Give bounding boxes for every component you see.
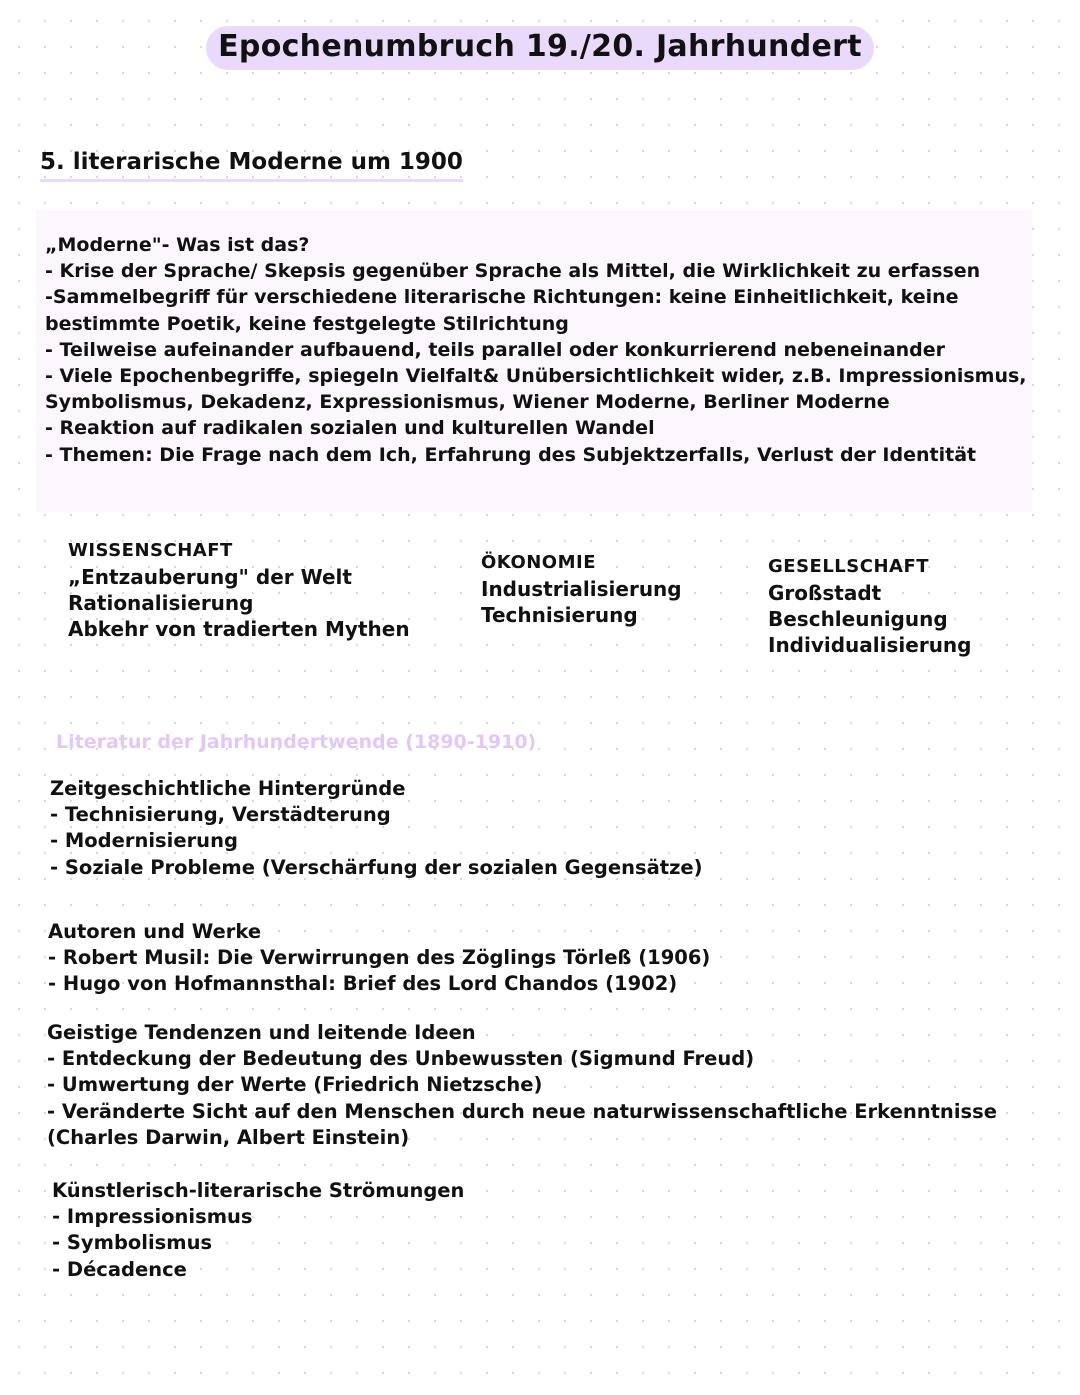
column-heading: WISSENSCHAFT [68, 540, 233, 561]
definition-line: -Sammelbegriff für verschiedene literarische Richtungen: keine Einheitlichkeit, keine [45, 286, 959, 309]
definition-line: bestimmte Poetik, keine festgelegte Stilrichtung [45, 312, 569, 335]
list-item: - Umwertung der Werte (Friedrich Nietzsche) [47, 1073, 543, 1097]
definition-line: - Teilweise aufeinander aufbauend, teils parallel oder konkurrierend nebeneinander [45, 338, 946, 361]
column-item: Beschleunigung [768, 607, 948, 631]
list-item: - Modernisierung [50, 829, 238, 853]
list-item: - Impressionismus [52, 1205, 253, 1229]
column-item: Industrialisierung [481, 577, 682, 601]
column-gesellschaft [768, 554, 972, 658]
title-container [0, 26, 1080, 70]
list-item: - Soziale Probleme (Verschärfung der sozialen Gegensätze) [50, 855, 703, 879]
page-title: Epochenumbruch 19./20. Jahrhundert [206, 26, 874, 70]
column-item: Abkehr von tradierten Mythen [68, 617, 410, 641]
block-autoren [48, 919, 710, 998]
list-item: - Hugo von Hofmannsthal: Brief des Lord Chandos (1902) [48, 972, 678, 996]
definition-line: - Themen: Die Frage nach dem Ich, Erfahrung des Subjektzerfalls, Verlust der Identität [45, 443, 977, 466]
list-item: - Robert Musil: Die Verwirrungen des Zöglings Törleß (1906) [48, 946, 711, 970]
literature-heading: Literatur der Jahrhundertwende (1890-1910) [56, 731, 537, 753]
list-item: - Technisierung, Verstädterung [50, 803, 391, 827]
list-item: (Charles Darwin, Albert Einstein) [47, 1125, 410, 1149]
definition-line: Symbolismus, Dekadenz, Expressionismus, Wiener Moderne, Berliner Moderne [45, 391, 890, 414]
list-item: - Entdeckung der Bedeutung des Unbewussten (Sigmund Freud) [47, 1047, 755, 1071]
column-item: „Entzauberung" der Welt [68, 565, 352, 589]
list-item: - Décadence [52, 1257, 187, 1281]
column-item: Individualisierung [768, 633, 972, 657]
column-item: Technisierung [481, 603, 638, 627]
definition-line: - Krise der Sprache/ Skepsis gegenüber Sprache als Mittel, die Wirklichkeit zu erfassen [45, 260, 981, 283]
block-zeitgeschichte [50, 776, 703, 881]
block-heading: Autoren und Werke [48, 920, 262, 943]
column-heading: ÖKONOMIE [481, 552, 597, 573]
definition-text [45, 232, 1030, 468]
list-item: - Symbolismus [52, 1231, 213, 1255]
block-stroemungen [52, 1178, 464, 1283]
column-item: Großstadt [768, 581, 882, 605]
block-heading: Geistige Tendenzen und leitende Ideen [47, 1021, 476, 1044]
definition-line: - Viele Epochenbegriffe, spiegeln Vielfalt& Unübersichtlichkeit wider, z.B. Impressionismus, [45, 365, 1027, 388]
column-item: Rationalisierung [68, 591, 254, 615]
section-heading: 5. literarische Moderne um 1900 [40, 146, 463, 182]
definition-question: „Moderne"- Was ist das? [45, 234, 310, 256]
column-wissenschaft [68, 538, 410, 642]
column-heading: GESELLSCHAFT [768, 556, 930, 577]
definition-line: - Reaktion auf radikalen sozialen und kulturellen Wandel [45, 417, 655, 440]
block-heading: Zeitgeschichtliche Hintergründe [50, 777, 406, 800]
block-heading: Künstlerisch-literarische Strömungen [52, 1179, 465, 1202]
list-item: - Veränderte Sicht auf den Menschen durch neue naturwissenschaftliche Erkenntnisse [47, 1099, 997, 1123]
column-oekonomie [481, 550, 682, 628]
block-tendenzen [47, 1020, 997, 1151]
